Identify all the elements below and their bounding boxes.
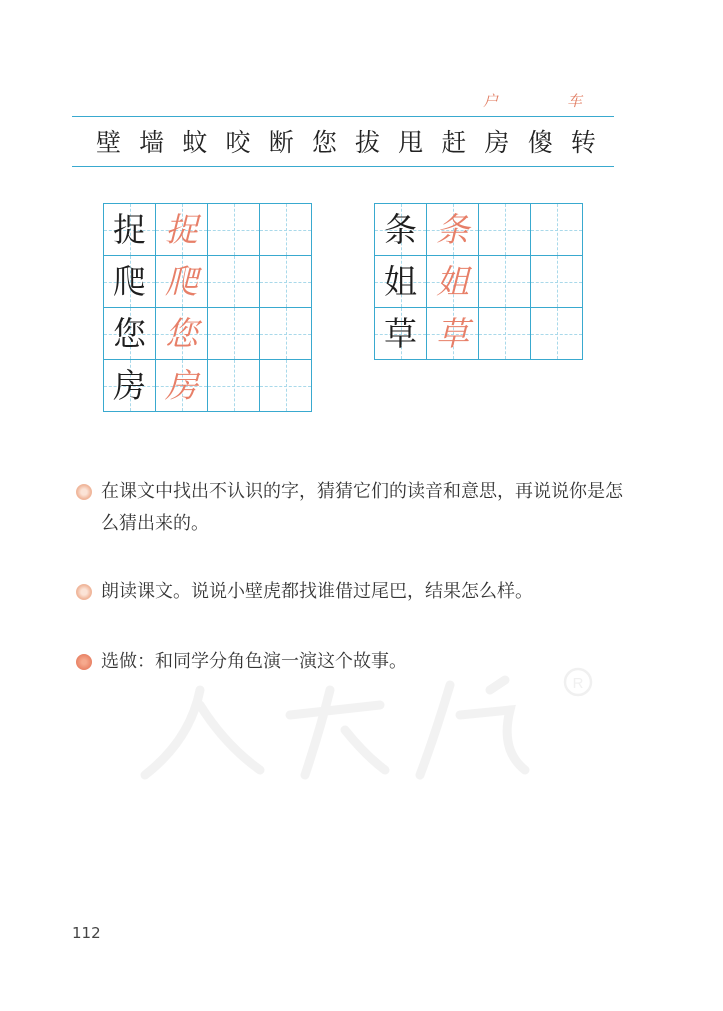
vocab-char: 拔 [355, 128, 381, 157]
grid-cell-empty [479, 308, 531, 360]
vocab-char: 咬 [225, 128, 251, 157]
task-item [76, 576, 636, 608]
vocab-char: 赶 [441, 128, 467, 157]
grid-cell-empty [260, 204, 312, 256]
grid-cell-empty [260, 256, 312, 308]
grid-cell [156, 256, 208, 308]
grid-cell-empty [479, 256, 531, 308]
task-item [76, 476, 636, 540]
task-text: 选做：和同学分角色演一演这个故事。 [101, 651, 407, 672]
grid-cell-empty [531, 308, 583, 360]
trace-char: 爬 [165, 262, 198, 301]
flower-outline-icon [76, 484, 92, 500]
bottom-rule [72, 166, 614, 167]
model-char: 您 [113, 314, 146, 353]
writing-grid-right [374, 203, 583, 360]
model-char: 爬 [113, 262, 146, 301]
grid-cell-empty [531, 256, 583, 308]
model-char: 草 [384, 314, 417, 353]
top-rule [72, 116, 614, 117]
radical-hint: 户 [483, 92, 499, 110]
grid-cell [427, 308, 479, 360]
vocab-char: 蚊 [182, 128, 208, 157]
model-char: 姐 [384, 262, 417, 301]
trace-char: 房 [165, 366, 198, 405]
grid-cell-empty [479, 204, 531, 256]
grid-cell [104, 204, 156, 256]
trace-char: 条 [436, 210, 469, 249]
grid-cell-empty [208, 204, 260, 256]
flower-solid-icon [76, 654, 92, 670]
grid-cell [156, 308, 208, 360]
vocab-char: 转 [570, 128, 596, 157]
vocab-char: 断 [268, 128, 294, 157]
grid-cell-empty [260, 360, 312, 412]
vocab-char: 墙 [139, 128, 165, 157]
vocabulary-row [96, 124, 596, 158]
grid-cell [427, 256, 479, 308]
task-text: 在课文中找出不认识的字，猜猜它们的读音和意思，再说说你是怎么猜出来的。 [101, 481, 623, 534]
radical-hint: 车 [567, 92, 583, 110]
grid-cell [156, 204, 208, 256]
grid-cell-empty [531, 204, 583, 256]
publisher-watermark-logo [130, 660, 600, 790]
grid-cell [375, 204, 427, 256]
vocab-char: 傻 [527, 128, 553, 157]
grid-cell [156, 360, 208, 412]
svg-text:R: R [572, 675, 584, 692]
model-char: 房 [113, 366, 146, 405]
grid-cell-empty [260, 308, 312, 360]
grid-cell [104, 256, 156, 308]
writing-grid-left [103, 203, 312, 412]
model-char: 捉 [113, 210, 146, 249]
flower-outline-icon [76, 584, 92, 600]
grid-cell [427, 204, 479, 256]
grid-cell-empty [208, 308, 260, 360]
task-text: 朗读课文。说说小壁虎都找谁借过尾巴，结果怎么样。 [101, 581, 533, 602]
grid-cell [375, 308, 427, 360]
grid-cell [104, 308, 156, 360]
grid-cell-empty [208, 360, 260, 412]
page-number: 112 [72, 924, 101, 942]
trace-char: 您 [165, 314, 198, 353]
vocab-char: 甩 [398, 128, 424, 157]
grid-cell-empty [208, 256, 260, 308]
vocab-char: 房 [484, 128, 510, 157]
grid-cell [375, 256, 427, 308]
trace-char: 姐 [436, 262, 469, 301]
trace-char: 草 [436, 314, 469, 353]
trace-char: 捉 [165, 210, 198, 249]
model-char: 条 [384, 210, 417, 249]
vocab-char: 壁 [96, 128, 122, 157]
grid-cell [104, 360, 156, 412]
vocab-char: 您 [311, 128, 337, 157]
